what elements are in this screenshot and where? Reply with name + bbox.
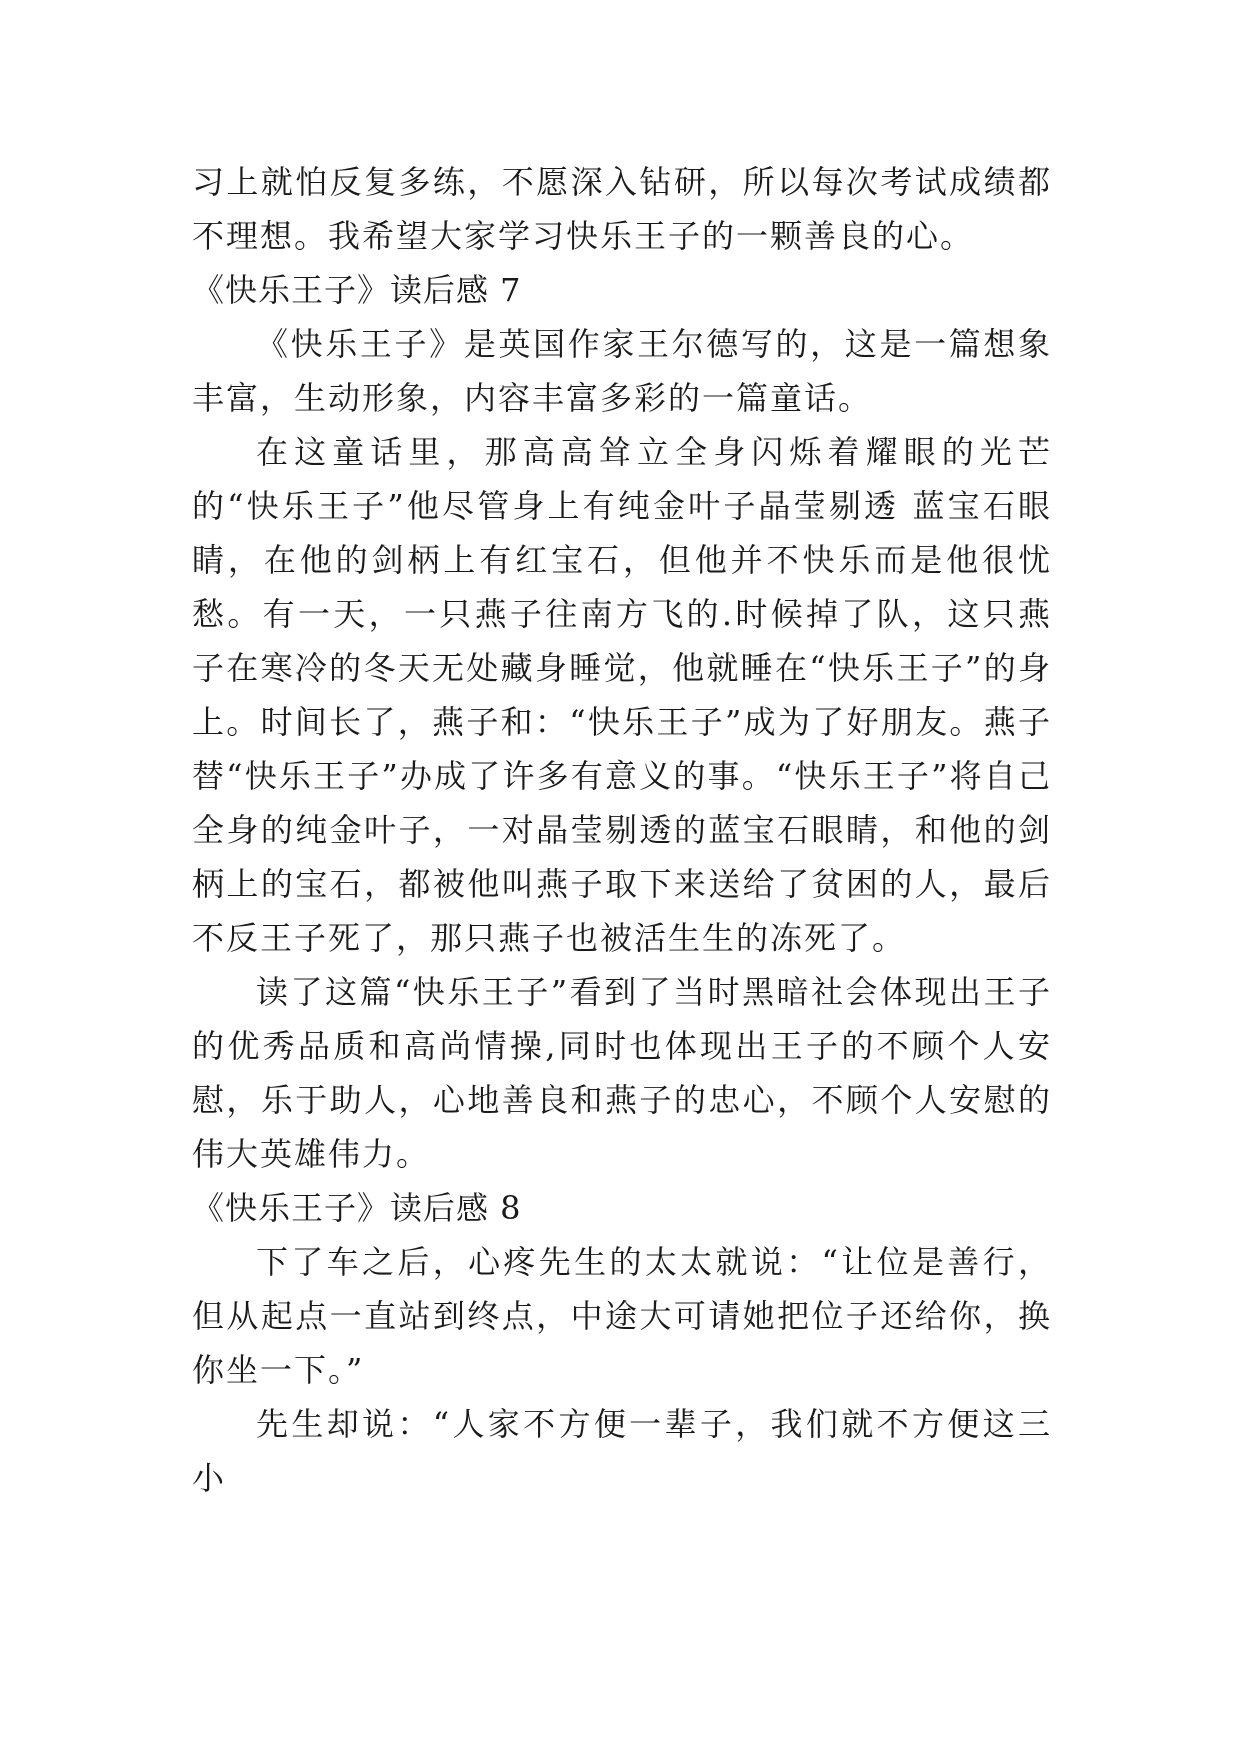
paragraph-8-1: 下了车之后，心疼先生的太太就说：“让位是善行，但从起点一直站到终点，中途大可请她把位子还给你，换你坐一下。”	[192, 1243, 1052, 1389]
paragraph-continued: 习上就怕反复多练，不愿深入钻研，所以每次考试成绩都不理想。我希望大家学习快乐王子的一颗善良的心。	[192, 163, 1052, 255]
document-body	[192, 155, 1052, 1505]
paragraph-7-2: 在这童话里，那高高耸立全身闪烁着耀眼的光芒的“快乐王子”他尽管身上有纯金叶子晶莹剔透 蓝宝石眼睛，在他的剑柄上有红宝石，但他并不快乐而是他很忧愁。有一天，一只燕子往南方飞的.时候掉了队，这只燕子在寒冷的冬天无处藏身睡觉，他就睡在“快乐王子”的身上。时间长了，燕子和：“快乐王子”成为了好朋友。燕子替“快乐王子”办成了许多有意义的事。“快乐王子”将自己全身的纯金叶子，一对晶莹剔透的蓝宝石眼睛，和他的剑柄上的宝石，都被他叫燕子取下来送给了贫困的人，最后不反王子死了，那只燕子也被活生生的冻死了。	[192, 433, 1052, 957]
section-heading-7: 《快乐王子》读后感 7	[192, 271, 522, 309]
paragraph-7-3: 读了这篇“快乐王子”看到了当时黑暗社会体现出王子的优秀品质和高尚情操,同时也体现出王子的不顾个人安慰，乐于助人，心地善良和燕子的忠心，不顾个人安慰的伟大英雄伟力。	[192, 973, 1052, 1173]
paragraph-7-1: 《快乐王子》是英国作家王尔德写的，这是一篇想象丰富，生动形象，内容丰富多彩的一篇童话。	[192, 325, 1052, 417]
section-heading-8: 《快乐王子》读后感 8	[192, 1189, 522, 1227]
paragraph-8-2: 先生却说：“人家不方便一辈子，我们就不方便这三小	[192, 1405, 1052, 1497]
